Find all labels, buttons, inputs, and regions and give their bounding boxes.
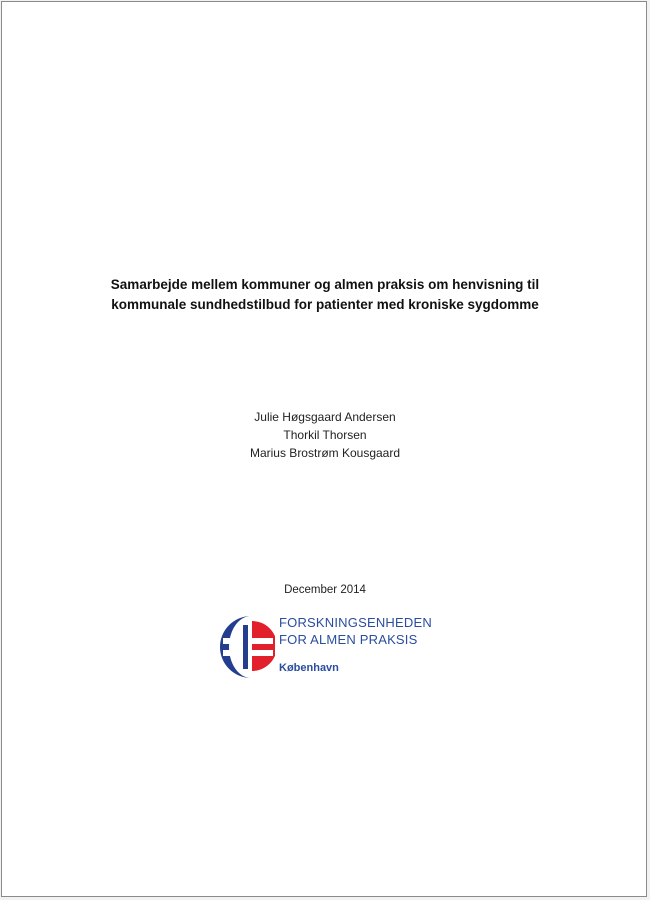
author-2: Thorkil Thorsen — [283, 428, 367, 442]
logo-text-line-1: FORSKNINGSENHEDEN — [279, 615, 432, 630]
logo-text-line-2: FOR ALMEN PRAKSIS — [279, 632, 418, 647]
document-title — [2, 275, 648, 315]
title-line-2: kommunale sundhedstilbud for patienter med kroniske sygdomme — [111, 297, 539, 312]
author-1: Julie Høgsgaard Andersen — [254, 410, 396, 424]
title-line-1: Samarbejde mellem kommuner og almen praksis om henvisning til — [110, 277, 540, 292]
forskningsenheden-logo — [219, 613, 459, 683]
author-3: Marius Brostrøm Kousgaard — [249, 446, 401, 460]
publication-date: December 2014 — [284, 584, 366, 596]
forskningsenheden-logo-icon — [219, 613, 275, 683]
author-list — [2, 408, 648, 462]
logo-city: København — [279, 662, 339, 674]
document-page — [1, 1, 647, 897]
